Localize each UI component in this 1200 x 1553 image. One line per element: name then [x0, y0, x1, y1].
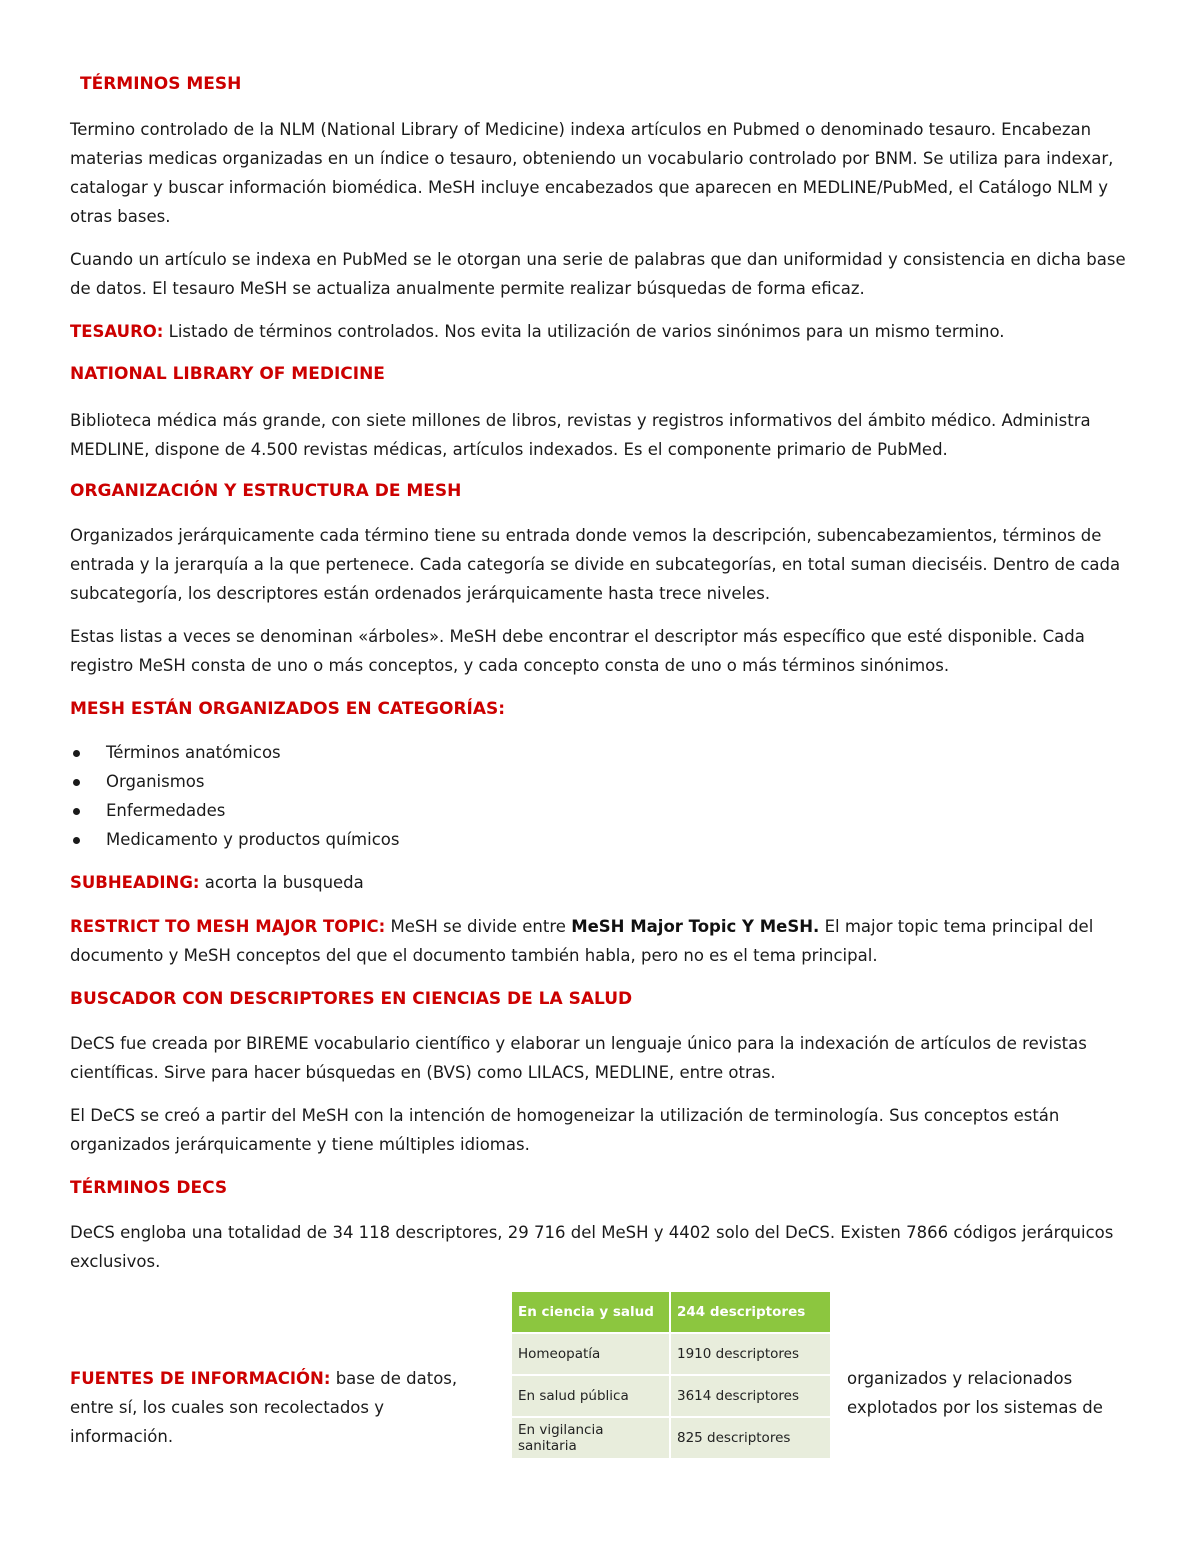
heading-terminos-mesh: [80, 70, 1140, 99]
subheading-text: acorta la busqueda: [204, 873, 364, 892]
heading-nlm: [70, 360, 1130, 389]
paragraph-organizacion-1: [70, 521, 1130, 608]
subheading-line: [70, 868, 1130, 897]
restrict-text: El major topic tema principal del documento y MeSH conceptos del que el documento también habla, pero no es el tema principal.: [70, 917, 1094, 965]
paragraph-buscador-2: [70, 1101, 1130, 1159]
list-item: Organismos: [70, 767, 1130, 796]
table-cell: 1910 descriptores: [670, 1333, 830, 1375]
list-item: Medicamento y productos químicos: [70, 825, 1130, 854]
fuentes-label: FUENTES DE INFORMACIÓN:: [70, 1369, 331, 1388]
table-cell: En vigilancia sanitaria: [512, 1417, 670, 1458]
subheading-label: SUBHEADING:: [70, 873, 200, 892]
table-header-cell: 244 descriptores: [670, 1292, 830, 1333]
restrict-label: RESTRICT TO MESH MAJOR TOPIC:: [70, 917, 386, 936]
paragraph-organizacion-2: [70, 622, 1130, 680]
section-heading: NATIONAL LIBRARY OF MEDICINE: [70, 364, 385, 384]
table-row: [512, 1375, 830, 1417]
table-header-row: [512, 1292, 830, 1333]
paragraph-terminos-decs: [70, 1218, 1130, 1276]
fuentes-text: organizados y relacionados: [847, 1369, 1073, 1388]
fuentes-text: explotados por los sistemas de: [847, 1398, 1103, 1417]
section-heading: TÉRMINOS DECS: [70, 1178, 228, 1198]
categories-list: [70, 738, 1130, 854]
paragraph: Estas listas a veces se denominan «árboles». MeSH debe encontrar el descriptor más específico que esté disponible. Cada registro MeSH consta de uno o más conceptos, y cada concepto consta de uno o más términos sinónimos.: [70, 627, 1085, 675]
heading-buscador: [70, 985, 1130, 1014]
descriptors-table: [512, 1292, 830, 1458]
tesauro-line: [70, 317, 1130, 346]
paragraph: Organizados jerárquicamente cada término tiene su entrada donde vemos la descripción, subencabezamientos, términos de entrada y la jerarquía a la que pertenece. Cada categoría se divide en subcategorías, en total suman dieciséis. Dentro de cada subcategoría, los descriptores están ordenados jerárquicamente hasta trece niveles.: [70, 526, 1121, 603]
table-cell: En salud pública: [512, 1375, 670, 1417]
section-heading: ORGANIZACIÓN Y ESTRUCTURA DE MESH: [70, 481, 462, 501]
table-cell: 3614 descriptores: [670, 1375, 830, 1417]
restrict-bold-text: MeSH Major Topic Y MeSH.: [571, 917, 820, 936]
table-row: [512, 1333, 830, 1375]
paragraph-terminos-mesh-2: [70, 245, 1130, 303]
table-header-cell: En ciencia y salud: [512, 1292, 670, 1333]
fuentes-right: [847, 1364, 1147, 1422]
table-row: [512, 1417, 830, 1458]
fuentes-text: información.: [70, 1427, 174, 1446]
table-cell: Homeopatía: [512, 1333, 670, 1375]
paragraph: Biblioteca médica más grande, con siete millones de libros, revistas y registros informativos del ámbito médico. Administra MEDLINE, dispone de 4.500 revistas médicas, artículos indexados. Es el componente primario de PubMed.: [70, 411, 1091, 459]
restrict-paragraph: [70, 912, 1130, 970]
restrict-text: MeSH se divide entre: [390, 917, 566, 936]
heading-categorias: [70, 695, 1130, 724]
list-item: Términos anatómicos: [70, 738, 1130, 767]
fuentes-text: entre sí, los cuales son recolectados y: [70, 1398, 384, 1417]
paragraph: El DeCS se creó a partir del MeSH con la intención de homogeneizar la utilización de terminología. Sus conceptos están organizados jerárquicamente y tiene múltiples idiomas.: [70, 1106, 1060, 1154]
section-heading: MESH ESTÁN ORGANIZADOS EN CATEGORÍAS:: [70, 699, 506, 719]
fuentes-left: [70, 1364, 500, 1451]
table-cell: 825 descriptores: [670, 1417, 830, 1458]
heading-terminos-decs: [70, 1174, 1130, 1203]
tesauro-label: TESAURO:: [70, 322, 164, 341]
paragraph-nlm: [70, 406, 1130, 464]
paragraph-terminos-mesh-1: [70, 115, 1130, 231]
tesauro-text: Listado de términos controlados. Nos evita la utilización de varios sinónimos para un mismo termino.: [168, 322, 1005, 341]
paragraph: Termino controlado de la NLM (National Library of Medicine) indexa artículos en Pubmed o denominado tesauro. Encabezan materias medicas organizadas en un índice o tesauro, obteniendo un vocabulario controlado por BNM. Se utiliza para indexar, catalogar y buscar información biomédica. MeSH incluye encabezados que aparecen en MEDLINE/PubMed, el Catálogo NLM y otras bases.: [70, 120, 1114, 226]
paragraph: Cuando un artículo se indexa en PubMed se le otorgan una serie de palabras que dan uniformidad y consistencia en dicha base de datos. El tesauro MeSH se actualiza anualmente permite realizar búsquedas de forma eficaz.: [70, 250, 1126, 298]
fuentes-text: base de datos,: [335, 1369, 458, 1388]
paragraph: DeCS engloba una totalidad de 34 118 descriptores, 29 716 del MeSH y 4402 solo del DeCS. Existen 7866 códigos jerárquicos exclusivos.: [70, 1223, 1114, 1271]
paragraph: DeCS fue creada por BIREME vocabulario científico y elaborar un lenguaje único para la indexación de artículos de revistas científicas. Sirve para hacer búsquedas en (BVS) como LILACS, MEDLINE, entre otras.: [70, 1034, 1087, 1082]
heading-organizacion: [70, 477, 1130, 506]
paragraph-buscador-1: [70, 1029, 1130, 1087]
section-heading: TÉRMINOS MESH: [80, 74, 242, 94]
section-heading: BUSCADOR CON DESCRIPTORES EN CIENCIAS DE LA SALUD: [70, 989, 633, 1009]
list-item: Enfermedades: [70, 796, 1130, 825]
